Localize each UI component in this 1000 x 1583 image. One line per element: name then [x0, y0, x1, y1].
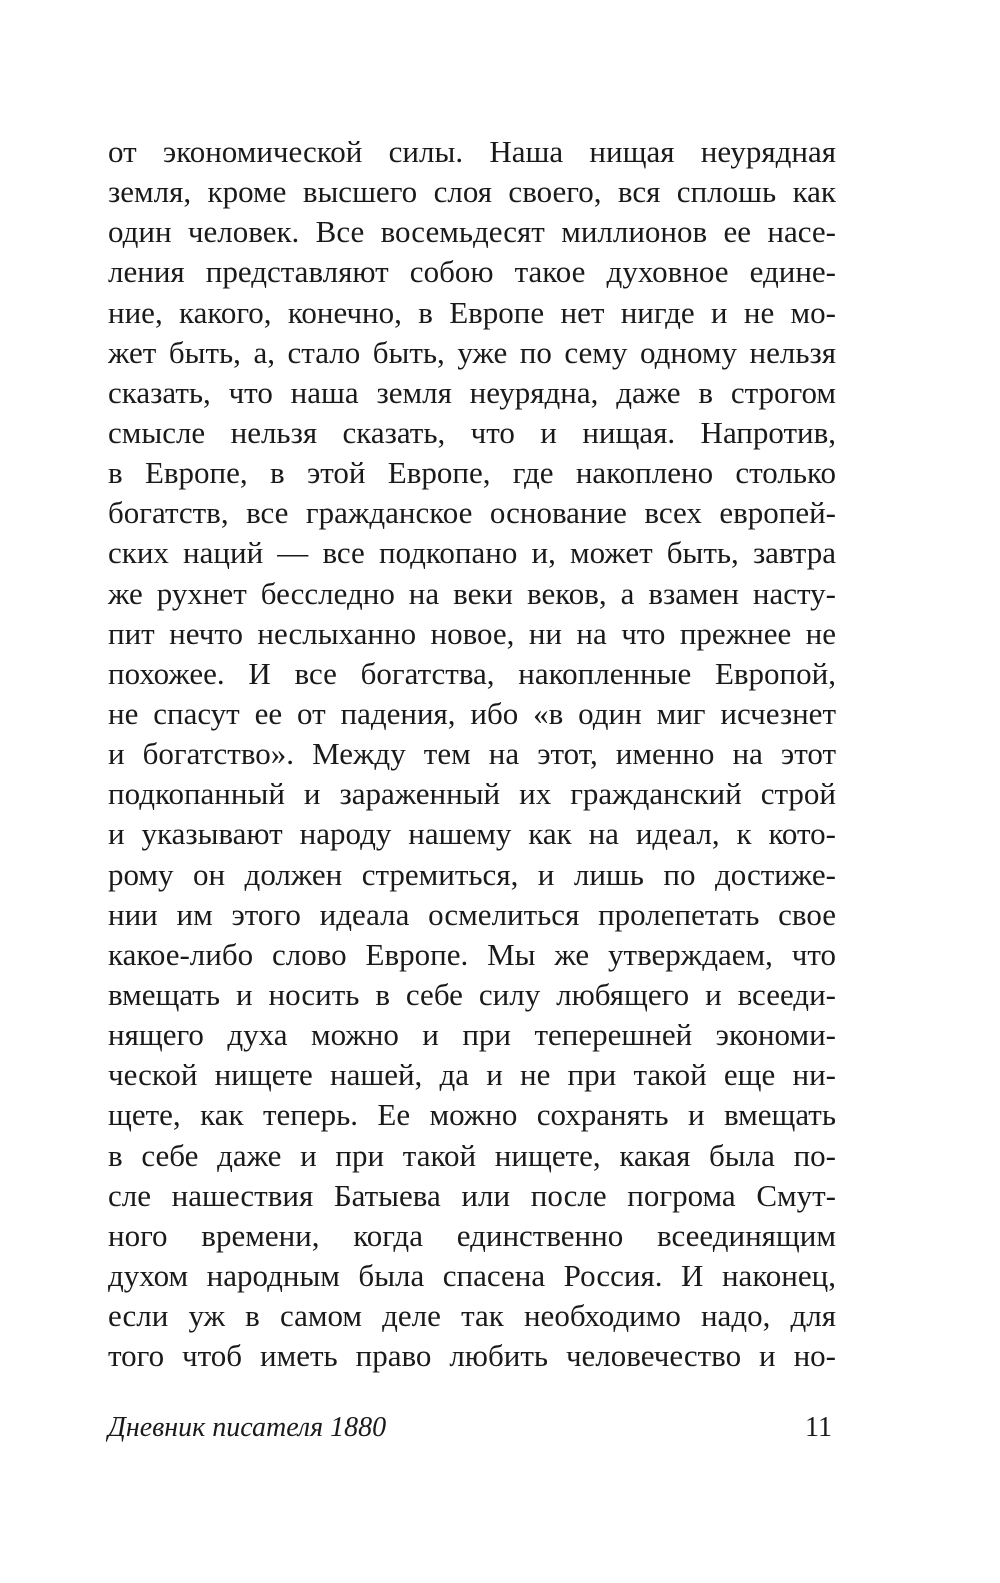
text-line: духом народным была спасена Россия. И наконец, — [108, 1257, 836, 1293]
text-line: же рухнет бесследно на веки веков, а взамен насту- — [108, 575, 836, 611]
text-line: и указывают народу нашему как на идеал, к кото- — [108, 816, 836, 852]
text-line: в себе даже и при такой нищете, какая была по- — [108, 1137, 836, 1173]
text-line: ческой нищете нашей, да и не при такой еще ни- — [108, 1057, 836, 1093]
body-text — [108, 132, 836, 1376]
running-title: Дневник писателя 1880 — [108, 1412, 387, 1443]
text-line: богатств, все гражданское основание всех европей- — [108, 495, 836, 531]
text-line: нящего духа можно и при теперешней экономи- — [108, 1017, 836, 1053]
text-line: один человек. Все восемьдесят миллионов ее насе- — [108, 214, 836, 250]
text-line: какое-либо слово Европе. Мы же утверждаем, что — [108, 936, 836, 972]
text-line: щете, как теперь. Ее можно сохранять и вмещать — [108, 1097, 836, 1133]
text-line: жет быть, а, стало быть, уже по сему одному нельзя — [108, 334, 836, 370]
text-line: и богатство». Между тем на этот, именно на этот — [108, 736, 836, 772]
text-line: если уж в самом деле так необходимо надо, для — [108, 1298, 836, 1334]
text-line: в Европе, в этой Европе, где накоплено столько — [108, 455, 836, 491]
text-line: сле нашествия Батыева или после погрома Смут- — [108, 1177, 836, 1213]
text-line: смысле нельзя сказать, что и нищая. Напротив, — [108, 414, 836, 450]
text-line: ние, какого, конечно, в Европе нет нигде и не мо- — [108, 294, 836, 330]
page-number: 11 — [805, 1412, 832, 1443]
text-line: от экономической силы. Наша нищая неурядная — [108, 134, 836, 169]
text-line: ских наций — все подкопано и, может быть, завтра — [108, 535, 836, 571]
text-line: рому он должен стремиться, и лишь по достиже- — [108, 856, 836, 892]
text-line: нии им этого идеала осмелиться пролепетать свое — [108, 896, 836, 932]
text-line: ного времени, когда единственно всеединящим — [108, 1217, 836, 1253]
text-line: похожее. И все богатства, накопленные Европой, — [108, 655, 836, 691]
text-line: не спасут ее от падения, ибо «в один миг исчезнет — [108, 695, 836, 731]
text-line: сказать, что наша земля неурядна, даже в строгом — [108, 374, 836, 410]
text-line: пит нечто неслыханно новое, ни на что прежнее не — [108, 615, 836, 651]
text-line: подкопанный и зараженный их гражданский строй — [108, 776, 836, 812]
text-line: земля, кроме высшего слоя своего, вся сплошь как — [108, 174, 836, 210]
text-line: вмещать и носить в себе силу любящего и всееди- — [108, 976, 836, 1012]
text-line: того чтоб иметь право любить человечество и но- — [108, 1338, 836, 1374]
text-line: ления представляют собою такое духовное едине- — [108, 254, 836, 290]
page-footer — [108, 1408, 836, 1448]
